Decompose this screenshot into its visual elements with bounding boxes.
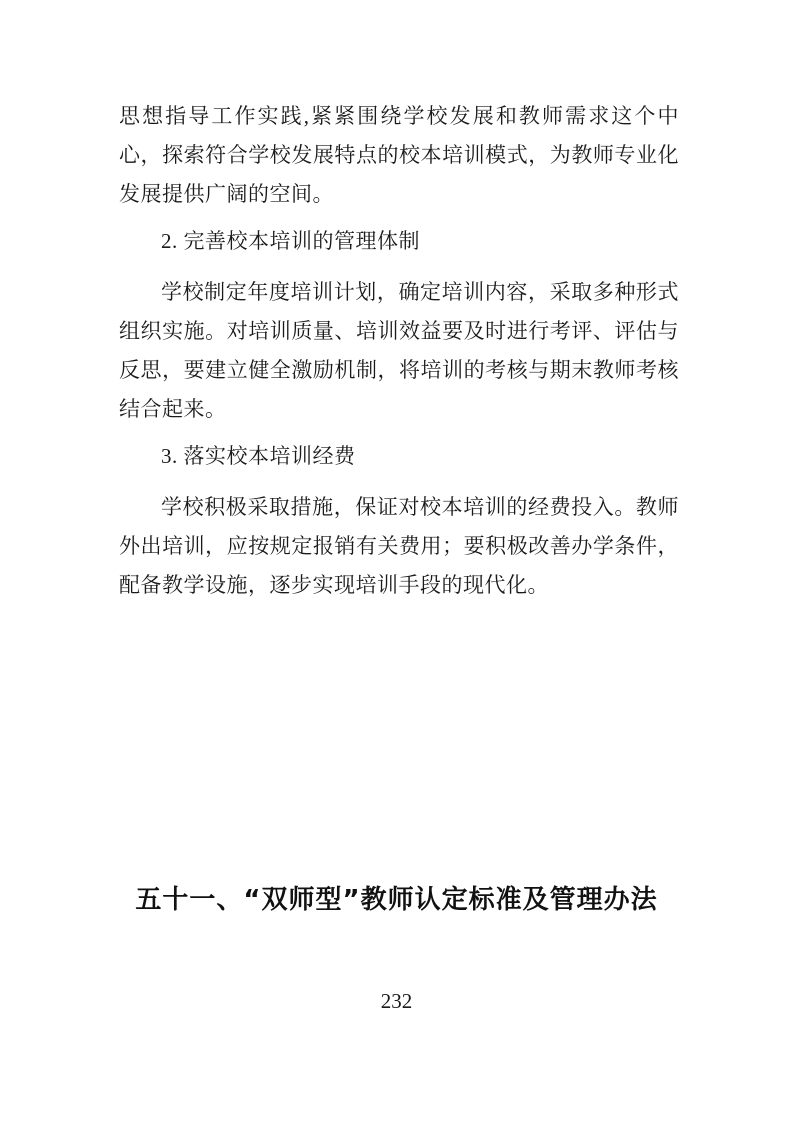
page-number: 232 [380, 989, 413, 1013]
numbered-subheading-2: 2. 完善校本培训的管理体制 [161, 229, 420, 253]
chapter-title: 五十一、“双师型”教师认定标准及管理办法 [135, 885, 658, 915]
body-paragraph: 学校积极采取措施，保证对校本培训的经费投入。教师外出培训，应按规定报销有关费用；要积极改善办学条件，配备教学设施，逐步实现培训手段的现代化。 [119, 495, 679, 597]
numbered-subheading-3: 3. 落实校本培训经费 [161, 444, 356, 468]
body-paragraph-continuation: 思想指导工作实践,紧紧围绕学校发展和教师需求这个中心，探索符合学校发展特点的校本培训模式，为教师专业化发展提供广阔的空间。 [119, 104, 679, 206]
body-paragraph: 学校制定年度培训计划，确定培训内容，采取多种形式组织实施。对培训质量、培训效益要及时进行考评、评估与反思，要建立健全激励机制，将培训的考核与期末教师考核结合起来。 [119, 280, 679, 421]
body-text-block [119, 97, 679, 605]
